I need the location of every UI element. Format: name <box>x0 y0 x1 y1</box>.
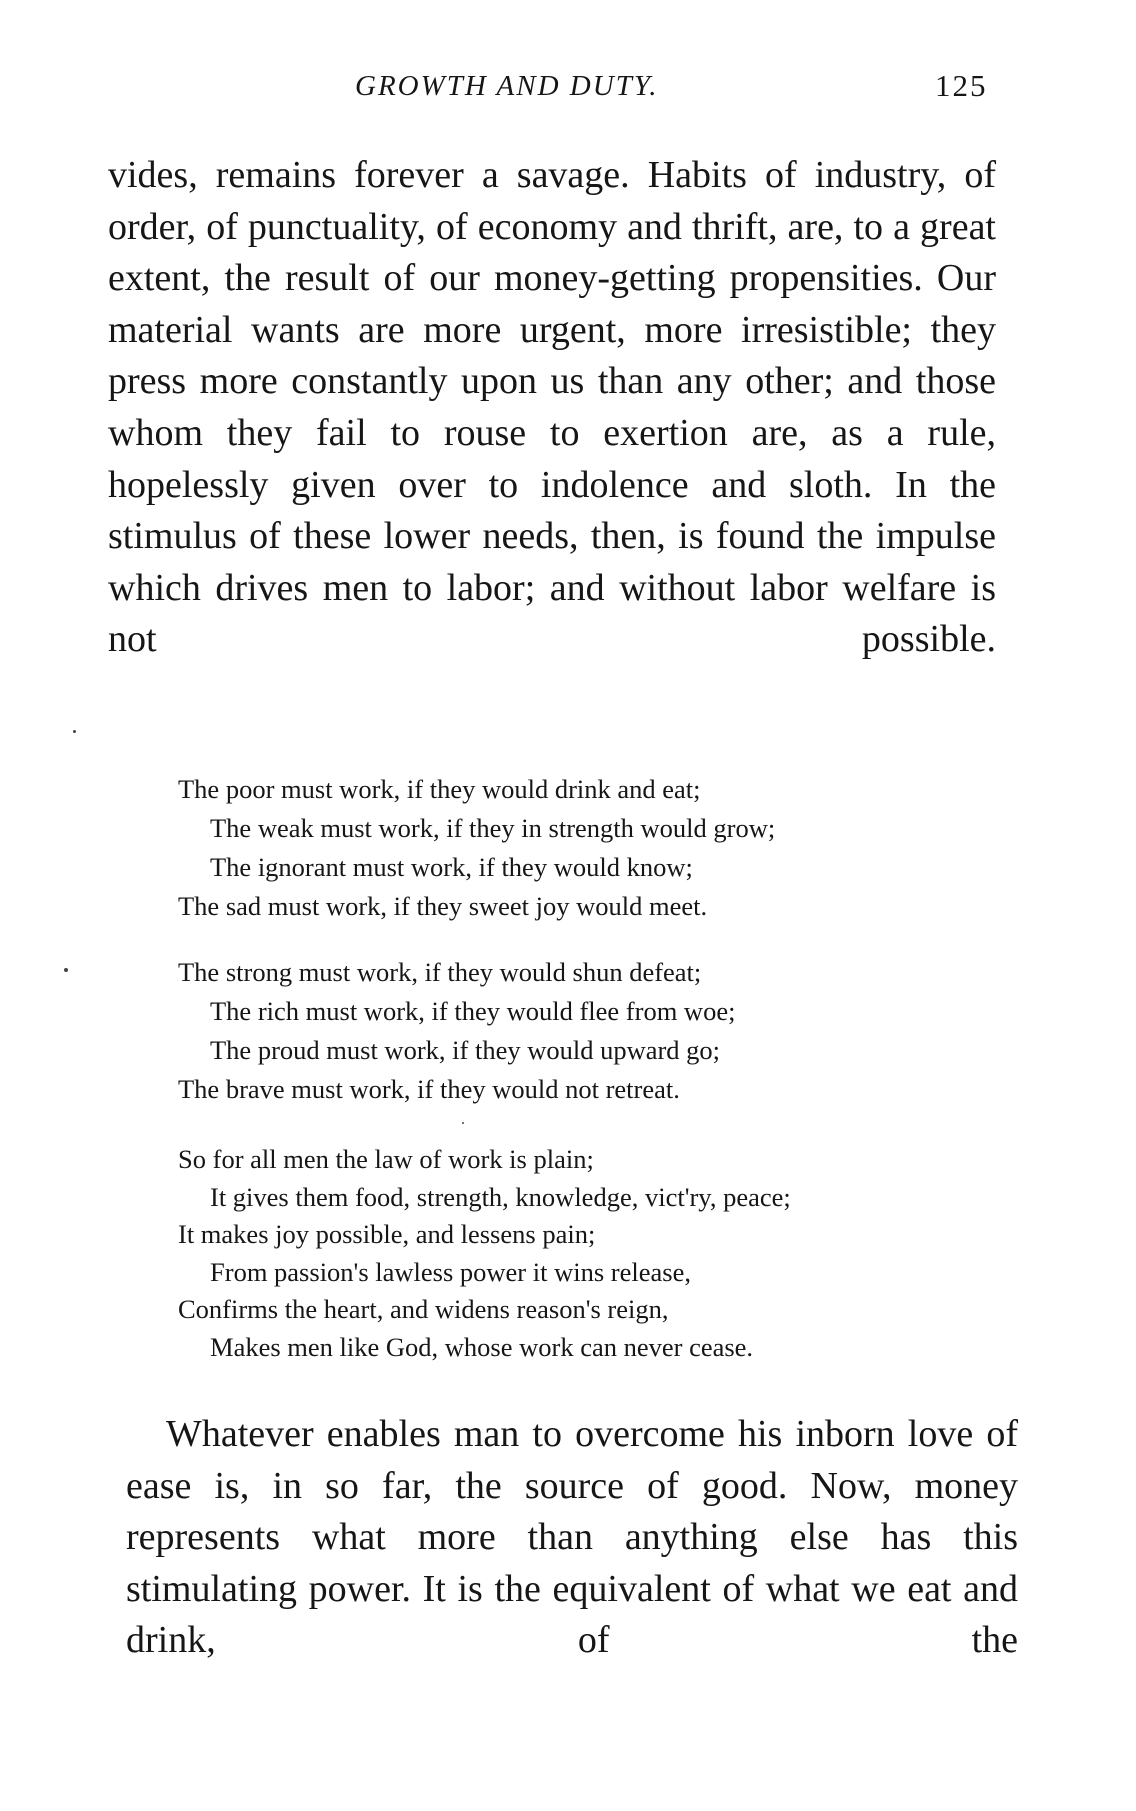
poem-stanza-1 <box>178 770 1018 926</box>
poem-line: The sad must work, if they sweet joy would meet. <box>178 891 708 921</box>
running-head: GROWTH AND DUTY. <box>355 70 659 102</box>
poem-line: It gives them food, strength, knowledge, vict'ry, peace; <box>210 1181 791 1212</box>
paragraph-continued: vides, remains forever a savage. Habits of industry, of order, of punctuality, of economy and thrift, are, to a great extent, the result of our money-getting propensities. Our material wants are more urgent, more irresistible; they press more constantly upon us than any other; and those whom they fail to rouse to exertion are, as a rule, hopelessly given over to indolence and sloth. In the stimulus of these lower needs, then, is found the impulse which drives men to labor; and without labor welfare is not possible. <box>108 154 996 661</box>
poem-stanza-2 <box>178 953 1018 1109</box>
poem-line: The brave must work, if they would not retreat. <box>178 1074 680 1104</box>
poem-line: The ignorant must work, if they would know; <box>210 852 693 882</box>
poem-line: The proud must work, if they would upward go; <box>210 1035 721 1065</box>
paragraph-text: Whatever enables man to overcome his inborn love of ease is, in so far, the source of good. Now, money represents what more than anything else has this stimulating power. It is the equivalent of what we eat and drink, of the <box>126 1413 1018 1662</box>
print-speck <box>64 968 68 972</box>
poem-line: The weak must work, if they in strength would grow; <box>210 813 776 843</box>
print-speck <box>462 1122 464 1124</box>
poem-stanza-3 <box>178 1141 1018 1367</box>
poem-line: From passion's lawless power it wins release, <box>210 1256 691 1287</box>
poem-line: It makes joy possible, and lessens pain; <box>178 1219 596 1250</box>
page-number: 125 <box>935 68 988 103</box>
poem-line: Confirms the heart, and widens reason's reign, <box>178 1294 669 1325</box>
poem-line: The rich must work, if they would flee from woe; <box>210 996 736 1026</box>
print-speck <box>73 730 76 733</box>
poem-line: Makes men like God, whose work can never cease. <box>210 1331 754 1362</box>
paragraph-new <box>126 1409 1018 1667</box>
poem-line: The strong must work, if they would shun defeat; <box>178 957 702 987</box>
poem-line: The poor must work, if they would drink and eat; <box>178 774 701 804</box>
poem-line: So for all men the law of work is plain; <box>178 1144 594 1174</box>
